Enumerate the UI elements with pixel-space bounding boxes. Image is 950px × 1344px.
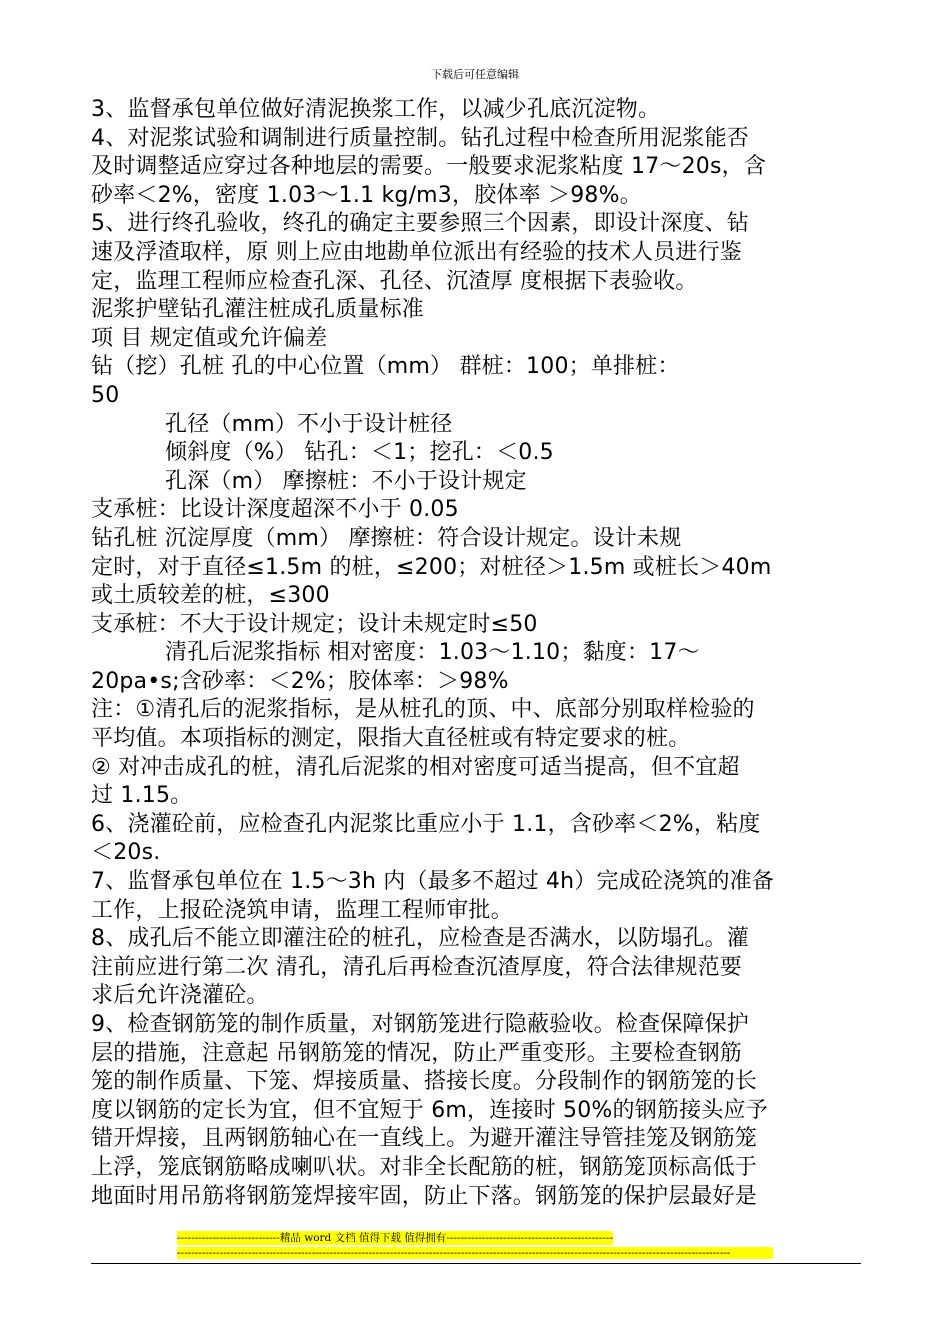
text-line: 定时，对于直径≤1.5m 的桩，≤200；对桩径＞1.5m 或桩长＞40m [91,554,772,580]
text-line: 孔径（mm）不小于设计桩径 [165,411,453,437]
footer-dashes: ------------------------------------------------------------------------------------------------------------------------------------------------------------ [177,1247,773,1259]
text-line: 支承桩：不大于设计规定；设计未规定时≤50 [91,611,538,637]
text-line: 6、浇灌砼前，应检查孔内泥浆比重应小于 1.1，含砂率＜2%，粘度 [91,811,761,837]
text-line: 钻（挖）孔桩 孔的中心位置（mm） 群桩：100；单排桩： [91,354,680,380]
text-line: 地面时用吊筋将钢筋笼焊接牢固，防止下落。钢筋笼的保护层最好是 [91,1183,758,1209]
text-line: ② 对冲击成孔的桩，清孔后泥浆的相对密度可适当提高，但不宜超 [91,754,740,780]
text-line: 注前应进行第二次 清孔，清孔后再检查沉渣厚度，符合法律规范要 [91,954,742,980]
text-line: 砂率＜2%，密度 1.03～1.1 kg/m3，胶体率 ＞98%。 [91,182,642,208]
text-line: 50 [91,382,120,408]
text-line: 倾斜度（%） 钻孔：＜1；挖孔：＜0.5 [165,440,554,466]
text-line: 及时调整适应穿过各种地层的需要。一般要求泥浆粘度 17～20s，含 [91,154,767,180]
page-header: 下载后可任意编辑 [431,68,519,81]
text-line: 笼的制作质量、下笼、焊接质量、搭接长度。分段制作的钢筋笼的长 [91,1069,758,1095]
text-line: 20pa•s;含砂率：＜2%；胶体率：＞98% [91,668,509,694]
text-line: 孔深（m） 摩擦桩：不小于设计规定 [165,468,527,494]
text-line: 度以钢筋的定长为宜，但不宜短于 6m，连接时 50%的钢筋接头应予 [91,1097,768,1123]
text-line: 9、检查钢筋笼的制作质量，对钢筋笼进行隐蔽验收。检查保障保护 [91,1012,749,1037]
text-line: 速及浮渣取样，原 则上应由地勘单位派出有经验的技术人员进行鉴 [91,239,742,265]
text-line: ＜20s. [91,840,161,866]
text-line: 工作，上报砼浇筑申请，监理工程师审批。 [91,897,513,923]
text-line: 项 目 规定值或允许偏差 [91,325,328,351]
text-line: 平均值。本项指标的测定，限指大直径桩或有特定要求的桩。 [91,726,691,752]
text-line: 层的措施，注意起 吊钢筋笼的情况，防止严重变形。主要检查钢筋 [91,1040,742,1066]
text-line: 定，监理工程师应检查孔深、孔径、沉渣厚 度根据下表验收。 [91,268,698,294]
text-line: 注：①清孔后的泥浆指标，是从桩孔的顶、中、底部分别取样检验的 [91,697,755,723]
text-line: 过 1.15。 [91,783,193,809]
footer-rule [91,1263,861,1264]
text-line: 上浮，笼底钢筋略成喇叭状。对非全长配筋的桩，钢筋笼顶标高低于 [91,1154,758,1180]
text-line: 泥浆护壁钻孔灌注桩成孔质量标准 [91,297,425,323]
text-line: 钻孔桩 沉淀厚度（mm） 摩擦桩：符合设计规定。设计未规 [91,525,682,551]
text-line: 支承桩：比设计深度超深不小于 0.05 [91,497,459,523]
text-line: 4、对泥浆试验和调制进行质量控制。钻孔过程中检查所用泥浆能否 [91,125,749,151]
text-line: 8、成孔后不能立即灌注砼的桩孔，应检查是否满水，以防塌孔。灌 [91,926,749,952]
text-line: 求后允许浇灌砼。 [91,983,269,1009]
text-line: 7、监督承包单位在 1.5～3h 内（最多不超过 4h）完成砼浇筑的准备 [91,869,775,895]
text-line: 错开焊接，且两钢筋轴心在一直线上。为避开灌注导管挂笼及钢筋笼 [91,1126,758,1152]
text-line: 或土质较差的桩，≤300 [91,583,330,609]
footer-banner: -----------------------------精品 word 文档 值得下载 值得拥有----------------------------------------------- [177,1232,614,1244]
document-body [91,96,866,1211]
text-line: 清孔后泥浆指标 相对密度：1.03～1.10；黏度：17～ [165,640,700,666]
text-line: 5、进行终孔验收，终孔的确定主要参照三个因素，即设计深度、钻 [91,211,749,237]
text-line: 3、监督承包单位做好清泥换浆工作，以减少孔底沉淀物。 [91,97,661,122]
